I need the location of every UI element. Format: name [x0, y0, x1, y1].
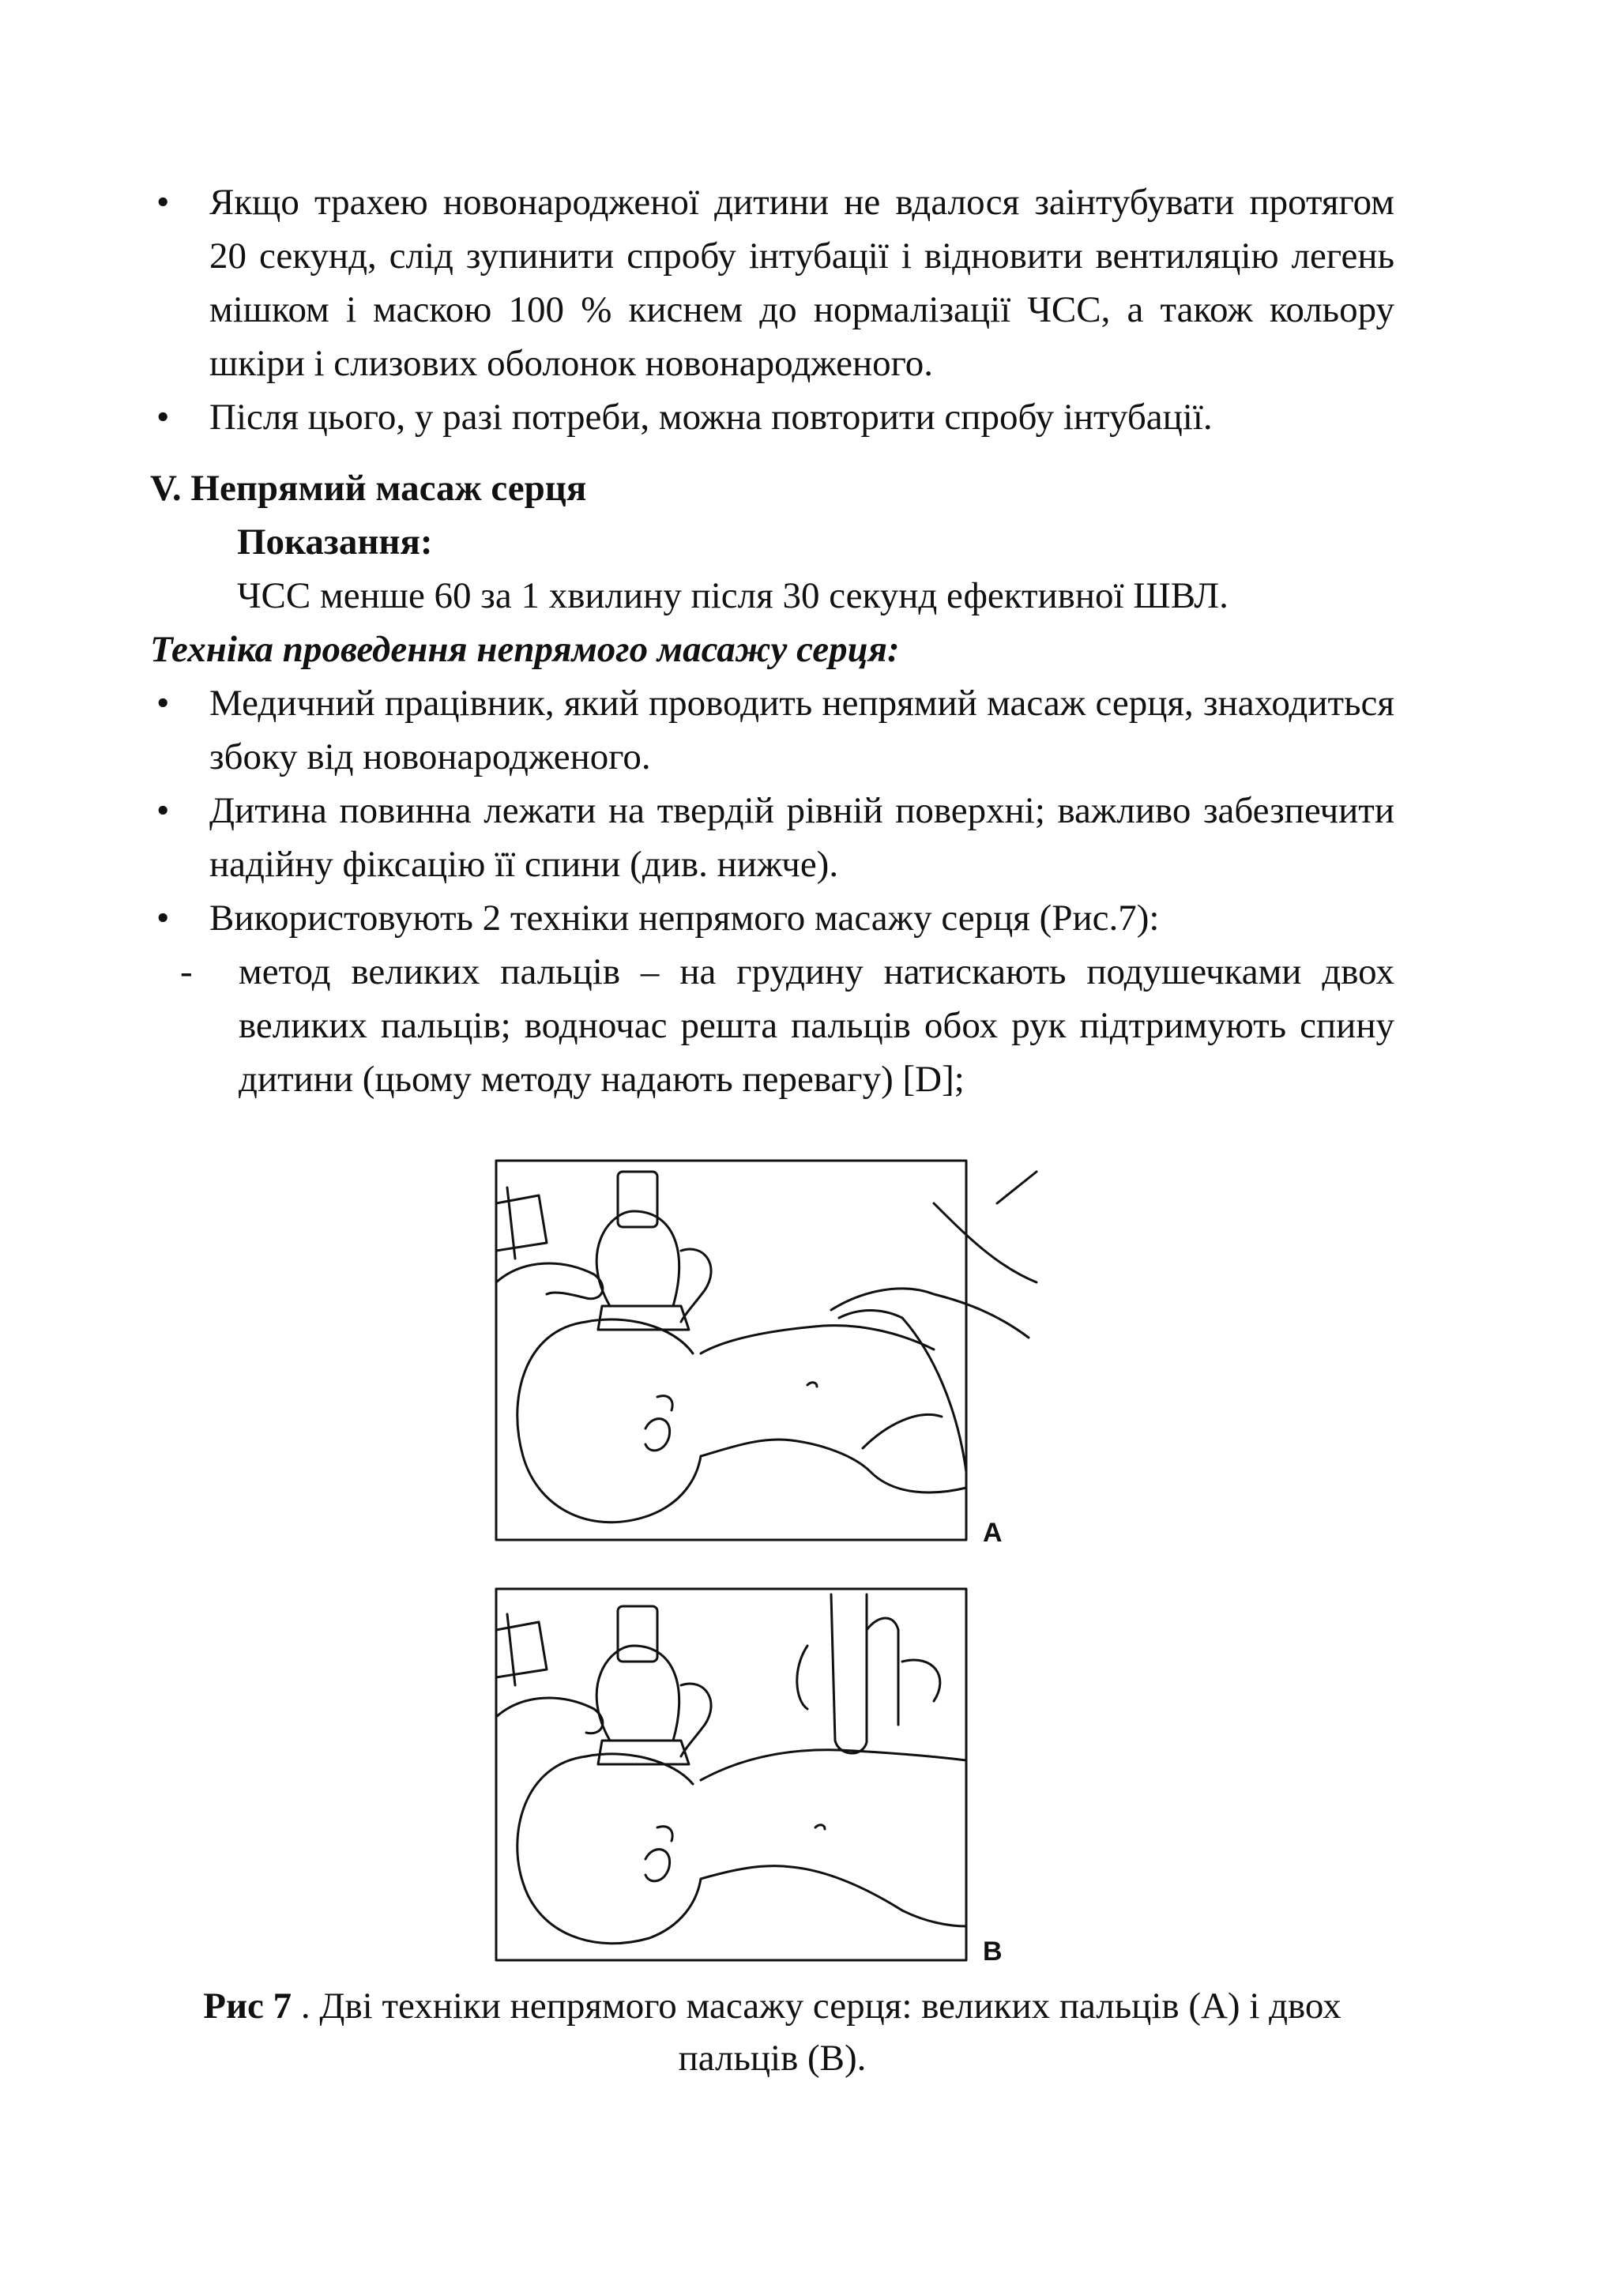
infant-body-a: [701, 1326, 934, 1353]
bullet-marker: •: [156, 898, 170, 939]
indications-label: Показання:: [237, 521, 433, 563]
panel-b-label: B: [983, 1937, 1003, 1967]
infant-head-a: [517, 1322, 701, 1523]
panel-b-frame: [496, 1589, 966, 1960]
figure-illustration: [491, 1156, 1044, 1970]
list-item-text: Використовують 2 техніки непрямого масажу серця (Рис.7):: [209, 898, 1160, 939]
bullet-list-intubation: [150, 175, 1394, 1106]
list-item: [150, 390, 1394, 444]
list-item-text: Після цього, у разі потреби, можна повторити спробу інтубації.: [209, 397, 1213, 438]
bullet-marker: •: [156, 790, 170, 831]
mask-a: [598, 1306, 689, 1330]
list-item-text: Медичний працівник, який проводить непрямий масаж серця, знаходиться збоку від новонародженого.: [209, 683, 1394, 777]
bullet-marker: •: [156, 182, 170, 223]
indications-text: ЧСС менше 60 за 1 хвилину після 30 секунд ефективної ШВЛ.: [237, 575, 1229, 616]
list-item: [150, 175, 1394, 390]
section-title: V. Непрямий масаж серця: [150, 468, 587, 509]
caption-label: Рис 7: [203, 1985, 292, 2027]
mask-b: [598, 1741, 689, 1764]
infant-head-b: [517, 1756, 701, 1944]
dash-marker: -: [180, 951, 193, 992]
thumbs-hand-a: [831, 1289, 1029, 1338]
list-item: [150, 784, 1394, 891]
figure-caption: [150, 1980, 1394, 2084]
list-item: [150, 891, 1394, 945]
list-item-text: метод великих пальців – на грудину натискають подушечками двох великих пальців; водночас решта пальців обох рук підтримують спину дитини (цьому методу надають перевагу) [D];: [239, 951, 1394, 1100]
list-item: [150, 676, 1394, 784]
figure-chest-compression: [491, 1156, 1044, 1970]
two-fingers-b: [831, 1594, 867, 1753]
panel-a-frame: [496, 1161, 966, 1540]
caption-text: . Дві техніки непрямого масажу серця: великих пальців (А) і двох пальців (В).: [292, 1985, 1341, 2079]
bag-a: [596, 1211, 679, 1306]
panel-a-label: A: [983, 1518, 1003, 1548]
list-item-text: Дитина повинна лежати на твердій рівній поверхні; важливо забезпечити надійну фіксацію її спини (див. нижче).: [209, 790, 1394, 885]
bullet-marker: •: [156, 397, 170, 438]
bullet-marker: •: [156, 683, 170, 724]
technique-title: Техніка проведення непрямого масажу серця:: [150, 629, 900, 670]
bag-b: [596, 1646, 679, 1741]
list-item-text: Якщо трахею новонародженої дитини не вдалося заінтубувати протягом 20 секунд, слід зупинити спробу інтубації і відновити вентиляцію легень мішком і маскою 100 % киснем до нормалізації ЧСС, а також кольору шкіри і слизових оболонок новонародженого.: [209, 182, 1394, 384]
infant-body-b: [701, 1750, 966, 1780]
list-item: [150, 945, 1394, 1106]
